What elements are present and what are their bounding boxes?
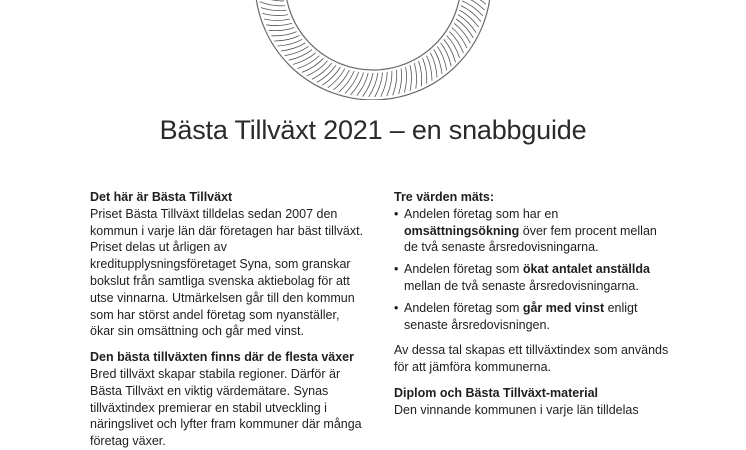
award-emblem-icon xyxy=(0,0,746,100)
list-item: • Andelen företag som går med vinst enligt senaste årsredovisningen. xyxy=(394,300,669,334)
emblem-tick xyxy=(393,70,397,95)
values-list xyxy=(394,206,669,334)
section-body-growth: Bred tillväxt skapar stabila regioner. Därför är Bästa Tillväxt en viktig värdemätare. Synas tillväxtindex premierar en stabil utveckling i näringslivet och lyfter fram kommuner där många företag växer. xyxy=(90,366,362,449)
emblem-tick xyxy=(328,69,345,88)
list-item: • Andelen företag som ökat antalet anställda mellan de två senaste årsredovisningarna. xyxy=(394,261,669,295)
emblem-tick xyxy=(404,67,406,93)
emblem-tick xyxy=(456,19,473,38)
emblem-tick xyxy=(260,2,285,6)
emblem-tick xyxy=(419,61,422,87)
emblem-tick xyxy=(434,50,442,74)
emblem-tick xyxy=(259,0,284,1)
emblem-tick xyxy=(460,10,479,27)
section-heading-diploma: Diplom och Bästa Tillväxt-material xyxy=(394,385,598,400)
index-description: Av dessa tal skapas ett tillväxtindex som används för att jämföra kommunerna. xyxy=(394,343,669,375)
emblem-tick xyxy=(262,13,288,15)
emblem-tick xyxy=(399,69,402,95)
emblem-tick xyxy=(322,67,340,85)
section-heading-values: Tre värden mäts: xyxy=(394,190,495,204)
emblem-tick xyxy=(274,36,299,42)
left-column xyxy=(90,189,366,450)
emblem-tick xyxy=(414,63,416,89)
emblem-tick xyxy=(281,43,305,51)
emblem-tick xyxy=(381,72,388,97)
emblem-tick xyxy=(458,15,476,33)
emblem-tick xyxy=(266,23,292,25)
emblem-tick xyxy=(269,28,295,31)
section-body-diploma: Den vinnande kommunen i varje län tilldelas xyxy=(394,402,639,417)
right-column xyxy=(394,189,669,419)
list-item: • Andelen företag som har en omsättningsökning över fem procent mellan de två senaste årsredovisningarna. xyxy=(394,206,669,256)
emblem-tick xyxy=(264,19,290,21)
section-heading-about: Det här är Bästa Tillväxt xyxy=(90,190,233,204)
section-heading-growth: Den bästa tillväxten finns där de flesta växer xyxy=(90,350,354,365)
emblem-tick xyxy=(261,8,287,11)
emblem-tick xyxy=(410,65,412,91)
emblem-tick xyxy=(375,73,383,98)
document-title: Bästa Tillväxt 2021 – en snabbguide xyxy=(159,115,587,145)
emblem-tick xyxy=(427,56,433,81)
emblem-tick xyxy=(423,58,427,83)
emblem-tick xyxy=(317,65,336,82)
emblem-tick xyxy=(271,32,296,36)
section-body-about: Priset Bästa Tillväxt tilldelas sedan 2007 den kommun i varje län där företagen har bäst tillväxt. Priset delas ut årligen av kreditupplysningsföretaget Syna, som granskar bokslut från samtliga svenska aktiebolag för att utse vinnarna. Utmärkelsen går till den kommun som har störst andel företag som nyanställer, ökar sin omsättning och går med vinst. xyxy=(90,206,364,339)
